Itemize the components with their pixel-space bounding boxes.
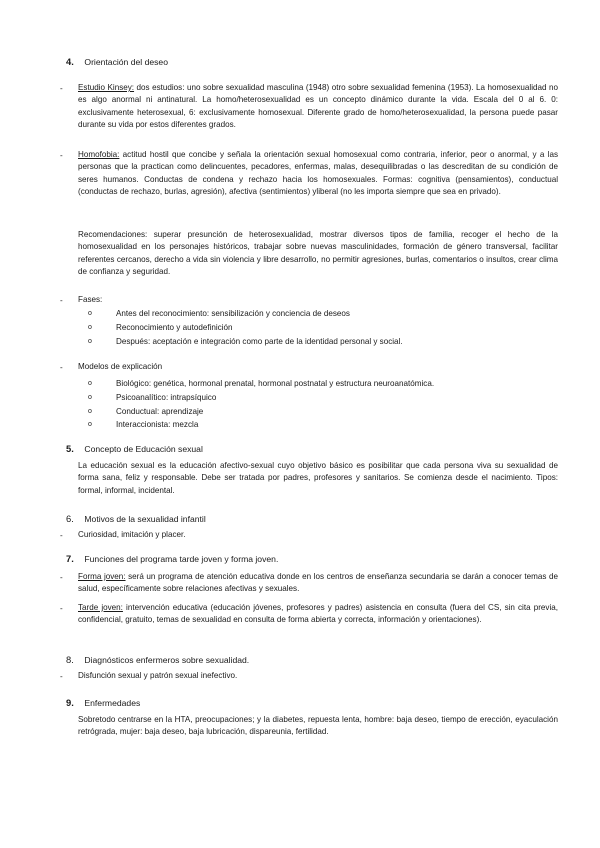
section-number: 6. — [66, 513, 74, 524]
list-dash: - — [60, 531, 63, 540]
modelos-list — [88, 377, 434, 432]
list-dash: - — [60, 84, 63, 93]
tarde-joven-text: intervención educativa (educación jóvenes, profesores y padres) asistencia en consulta (fuera del CS, sin cita previa, confidencial, gratuito, temas de sexualidad en consulta de forma abierta y correcta, información y orientaciones). — [78, 603, 558, 625]
list-dash: - — [60, 672, 63, 681]
homofobia-paragraph — [78, 149, 558, 199]
list-item: o Después: aceptación e integración como parte de la identidad personal y social. — [88, 335, 403, 349]
educacion-paragraph: La educación sexual es la educación afectivo-sexual cuyo objetivo básico es posibilitar que cada persona viva su sexualidad de forma sana, feliz y responsable. Debe ser tratada por padres, profesores y sanitarios. Se comienza desde el nacimiento. Tipos: formal, informal, incidental. — [78, 461, 558, 495]
list-item: o Antes del reconocimiento: sensibilización y conciencia de deseos — [88, 307, 403, 321]
fases-label: Fases: — [78, 295, 103, 304]
list-dash: - — [60, 573, 63, 582]
list-dash: - — [60, 151, 63, 160]
section-5-heading — [66, 443, 203, 454]
fases-list — [88, 307, 403, 348]
tarde-joven-label: Tarde joven: — [78, 603, 123, 612]
bullet-icon: o — [88, 323, 92, 331]
bullet-icon: o — [88, 380, 92, 387]
section-title: Funciones del programa tarde joven y forma joven. — [84, 554, 279, 564]
forma-joven-paragraph — [78, 571, 558, 596]
section-number: 8. — [66, 654, 74, 665]
section-8-heading — [66, 654, 249, 665]
bullet-icon: o — [88, 407, 92, 415]
kinsey-label: Estudio Kinsey: — [78, 83, 135, 92]
list-dash: - — [60, 296, 63, 305]
enfermedades-paragraph: Sobretodo centrarse en la HTA, preocupaciones; y la diabetes, repuesta lenta, hombre: baja deseo, tiempo de erección, eyaculación retrógrada, mujer: baja deseo, baja lubricación, dispareunia, fertilidad. — [78, 715, 558, 737]
section-title: Enfermedades — [84, 698, 141, 708]
list-dash: - — [60, 363, 63, 372]
bullet-icon: o — [88, 393, 92, 401]
homofobia-label: Homofobia: — [78, 150, 120, 159]
section-6-heading — [66, 513, 206, 524]
bullet-icon: o — [88, 310, 92, 317]
section-title: Concepto de Educación sexual — [84, 444, 203, 454]
tarde-joven-paragraph — [78, 602, 558, 627]
section-title: Orientación del deseo — [84, 57, 168, 67]
modelos-label: Modelos de explicación — [78, 362, 163, 371]
list-item: o Interaccionista: mezcla — [88, 418, 434, 432]
list-item: o Psicoanalítico: intrapsíquico — [88, 391, 434, 405]
recomendaciones-paragraph: Recomendaciones: superar presunción de heterosexualidad, mostrar diversos tipos de familia, recoger el hecho de la homosexualidad en los personajes históricos, trabajar sobre nuevas masculinidades, formación de género transversal, facilitar referentes cercanos, derecho a vida sin violencia y libre desarrollo, no permitir agresiones, burlas, comentarios o insultos, crear clima de confianza y seguridad. — [78, 230, 558, 277]
section-title: Motivos de la sexualidad infantil — [84, 514, 206, 524]
section-9-heading — [66, 697, 140, 708]
bullet-icon: o — [88, 421, 92, 429]
list-item: o Reconocimiento y autodefinición — [88, 321, 403, 335]
section-number: 9. — [66, 697, 74, 708]
list-item: o Biológico: genética, hormonal prenatal, hormonal postnatal y estructura neuroanatómica. — [88, 377, 434, 391]
bullet-icon: o — [88, 337, 92, 345]
list-dash: - — [60, 604, 63, 613]
diagnosticos-text: Disfunción sexual y patrón sexual inefectivo. — [78, 671, 238, 680]
forma-joven-label: Forma joven: — [78, 572, 126, 581]
kinsey-text: dos estudios: uno sobre sexualidad masculina (1948) otro sobre sexualidad femenina (1953). La homosexualidad no es algo anormal ni antinatural. La homo/heterosexualidad es un concepto dinámico durante la vida. Escala del 0 al 6. 0: exclusivamente heterosexual, 6: exclusivamente homosexual. Diferente grado de homo/heterosexualidad, la persona puede pasar durante su vida por estos diferentes grados. — [78, 83, 558, 130]
section-number: 5. — [66, 443, 74, 454]
homofobia-text: actitud hostil que concibe y señala la orientación sexual homosexual como contraria, inferior, peor o anormal, y a las personas que la practican como delincuentes, pecadores, enfermas, malas, desequilibradas o las descreditan de su condición de seres humanos. Conductas de condena y rechazo hacia los homosexuales. Formas: cognitiva (pensamientos), conductual (conductas de rechazo, burlas, agresión), afectiva (sentimientos) yliberal (no les importa siempre que sea en privado). — [78, 150, 558, 197]
forma-joven-text: será un programa de atención educativa donde en los centros de enseñanza secundaria se darán a conocer temas de salud, específicamente sobre relaciones afectivas y sexuales. — [78, 572, 558, 594]
section-number: 7. — [66, 553, 74, 564]
section-title: Diagnósticos enfermeros sobre sexualidad. — [84, 655, 250, 665]
motivos-text: Curiosidad, imitación y placer. — [78, 530, 186, 539]
section-4-heading — [66, 56, 168, 67]
list-item: o Conductual: aprendizaje — [88, 405, 434, 419]
section-7-heading — [66, 553, 278, 564]
kinsey-paragraph — [78, 82, 558, 132]
section-number: 4. — [66, 56, 74, 67]
